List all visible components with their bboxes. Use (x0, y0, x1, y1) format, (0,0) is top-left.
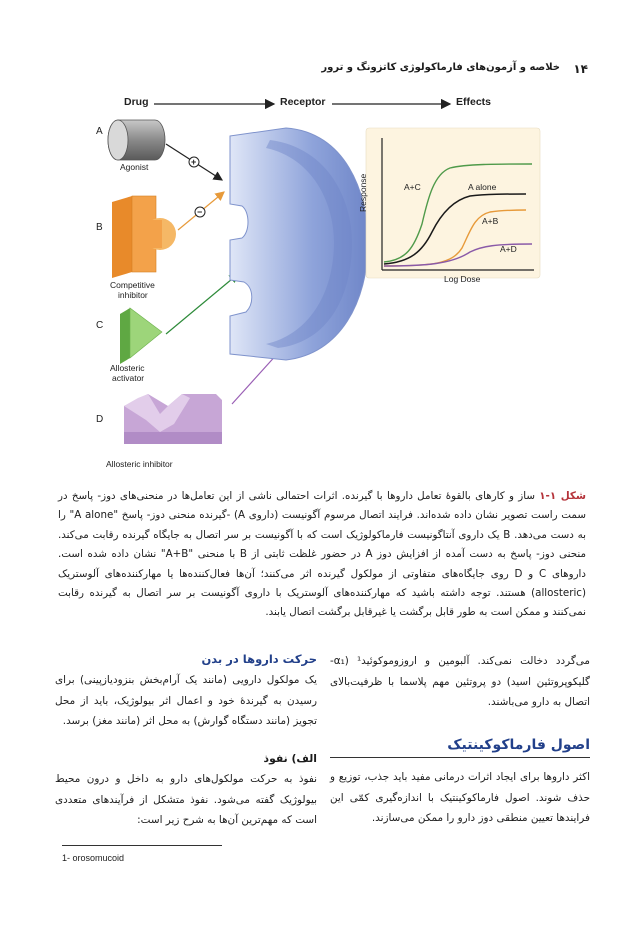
dose-response-chart (366, 128, 540, 278)
figure-graphics (90, 92, 570, 472)
minus-sign: − (197, 207, 203, 217)
row-letter-d: D (96, 414, 104, 425)
activator-label-line2: activator (112, 373, 145, 383)
series-label-a-plus-c: A+C (404, 182, 421, 192)
heading-rule (330, 757, 590, 758)
figure-caption (58, 487, 586, 623)
pharmacokinetics-heading: اصول فارماکوکینتیک (447, 737, 590, 753)
inhibitor-label: Allosteric inhibitor (106, 459, 173, 469)
plus-sign: + (191, 157, 197, 167)
agonist-label: Agonist (120, 162, 149, 172)
footnote-rule (62, 845, 222, 846)
footnote: 1- orosomucoid (62, 853, 125, 863)
left-col-para2: نفوذ به حرکت مولکول‌های دارو به داخل و درون محیط بیولوژیک گفته می‌شود. نفوذ متشکل از فرآیندهای متعددی است که مهم‌ترین آن‌ها به شرح زیر است: (55, 773, 317, 826)
agonist-shape (108, 120, 165, 160)
chart-xlabel: Log Dose (444, 274, 481, 284)
chart-ylabel: Response (358, 173, 368, 212)
chart-background (366, 128, 540, 278)
activator-label-line1: Allosteric (110, 363, 145, 373)
drug-movement-heading: حرکت داروها در بدن (201, 652, 317, 666)
receptor-header: Receptor (280, 96, 326, 108)
right-col-para2: اکثر داروها برای ایجاد اثرات درمانی مفید باید جذب، توزیع و حذف شوند. اصول فارماکوکینتیک با اندازه‌گیری کمّی این فرایندها تعیین منطقی دوز دارو را ممکن می‌سازند. (330, 771, 590, 824)
series-label-a-plus-b: A+B (482, 216, 499, 226)
permeation-subheading: الف) نفوذ (263, 752, 317, 765)
series-label-a-alone: A alone (468, 182, 497, 192)
series-label-a-plus-d: A+D (500, 244, 517, 254)
running-title: خلاصه و آزمون‌های فارماکولوژی کاتزونگ و ترور (321, 62, 560, 73)
drug-receptor-figure (90, 92, 570, 472)
allosteric-activator-shape (120, 308, 162, 364)
caption-text: ساز و کارهای بالقوهٔ تعامل داروها با گیرنده. اثرات احتمالی ناشی از این تعامل‌ها در منحنی‌های دوز- پاسخ در سمت راست تصویر نشان داده شده‌اند. فرایند اتصال مرسوم آگونیست (داروی A) -گیرنده منحنی دوز- پاسخ "A alone" را به دست می‌دهد. B یک داروی آنتاگونیست فارماکولوژیک است که با آگونیست بر سر اتصال به جایگاه گیرنده رقابت می‌کند. منحنی دوز- پاسخ به دست آمده از افزایش دوز A در حضور غلظت ثابتی از B با منحنی "A+B" نشان داده شده است. داروهای C و D روی جایگاه‌های متفاوتی از مولکول گیرنده اثر می‌کنند؛ آن‌ها فعال‌کننده‌ها یا مهارکننده‌های آلوستریک (allosteric) هستند. توجه داشته باشید که مهارکننده‌های آلوستریک با داروی آگونیست بر سر اتصال به گیرنده رقابت نمی‌کنند و ممکن است به طور قابل برگشت یا غیرقابل برگشت اتصال یابند. (58, 490, 586, 619)
competitive-inhibitor-shape (112, 196, 176, 278)
caption-label: شکل ۱-۱ (539, 490, 587, 502)
row-letter-b: B (96, 222, 103, 233)
row-letter-a: A (96, 126, 103, 137)
row-letter-c: C (96, 320, 104, 331)
activator-arrow (166, 274, 238, 334)
competitive-label-line1: Competitive (110, 280, 155, 290)
allosteric-inhibitor-shape (124, 394, 222, 444)
page-number: ۱۴ (573, 62, 588, 76)
drug-header: Drug (124, 96, 149, 108)
right-col-para1: می‌گردد دخالت نمی‌کند. آلبومین و اروزوموکوئید¹ (α₁- گلیکوپروتئین اسید) دو پروتئین مهم پلاسما با ظرفیت‌بالای اتصال به دارو می‌باشند. (330, 655, 590, 708)
left-col-para1: یک مولکول دارویی (مانند یک آرام‌بخش بنزودیازپینی) برای رسیدن به گیرندهٔ خود و اعمال اثر بیولوژیک، باید از محل تجویز (مانند دستگاه گوارش) به محل اثر (مانند مغز) برسد. (55, 674, 317, 727)
effects-header: Effects (456, 96, 492, 108)
competitive-label-line2: inhibitor (118, 290, 148, 300)
page-header (60, 62, 588, 78)
receptor-shape (230, 128, 368, 360)
